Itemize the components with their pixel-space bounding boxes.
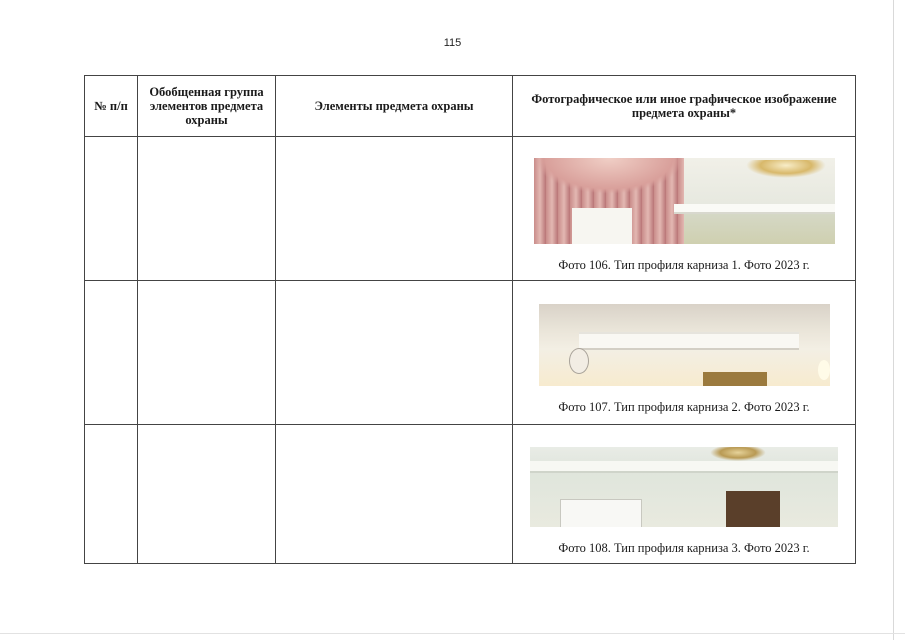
photo-caption: Фото 107. Тип профиля карниза 2. Фото 2023 г.: [558, 400, 810, 414]
row-group-cell: [138, 281, 276, 425]
row-group-cell: [138, 425, 276, 564]
protection-table: [84, 75, 856, 564]
row-number-cell: [85, 137, 138, 281]
cornice-photo-106: [534, 158, 835, 244]
row-group-cell: [138, 137, 276, 281]
row-number-cell: [85, 425, 138, 564]
scan-edge-bottom: [0, 633, 905, 634]
row-photo-cell: [513, 425, 856, 564]
row-photo-cell: [513, 281, 856, 425]
row-photo-cell: [513, 137, 856, 281]
scan-edge-right: [893, 0, 894, 640]
cornice-photo-107: [539, 304, 830, 386]
row-elements-cell: [276, 137, 513, 281]
header-photo: Фотографическое или иное графическое изображение предмета охраны*: [513, 76, 856, 137]
page-number: 115: [443, 37, 462, 49]
row-elements-cell: [276, 281, 513, 425]
photo-caption: Фото 106. Тип профиля карниза 1. Фото 2023 г.: [558, 258, 810, 272]
table-row: [85, 137, 856, 281]
cornice-photo-108: [530, 447, 838, 527]
row-elements-cell: [276, 425, 513, 564]
header-group: Обобщенная группа элементов предмета охраны: [138, 76, 276, 137]
table-header-row: [85, 76, 856, 137]
row-number-cell: [85, 281, 138, 425]
table-row: [85, 425, 856, 564]
photo-caption: Фото 108. Тип профиля карниза 3. Фото 2023 г.: [558, 540, 810, 555]
header-elements: Элементы предмета охраны: [276, 76, 513, 137]
table-row: [85, 281, 856, 425]
header-number: № п/п: [85, 76, 138, 137]
